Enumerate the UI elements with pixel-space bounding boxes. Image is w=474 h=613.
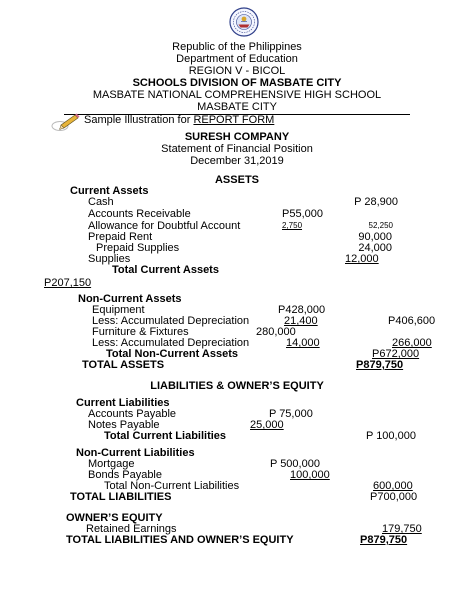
liabilities-heading: LIABILITIES & OWNER’S EQUITY bbox=[150, 380, 324, 392]
total-liabilities-label: TOTAL LIABILITIES bbox=[70, 491, 172, 503]
prepaid-rent-label: Prepaid Rent bbox=[88, 231, 153, 243]
ap-label: Accounts Payable bbox=[88, 408, 177, 420]
total-assets-amount: P879,750 bbox=[356, 359, 404, 371]
equipment-net-amount: P406,600 bbox=[388, 315, 436, 327]
dep1-amount: 21,400 bbox=[284, 315, 318, 327]
total-noncurrent-assets-amount: P672,000 bbox=[372, 348, 420, 360]
current-liabilities-heading: Current Liabilities bbox=[76, 397, 170, 409]
header-city: MASBATE CITY bbox=[197, 101, 277, 113]
np-label: Notes Payable bbox=[88, 419, 160, 431]
equity-heading: OWNER’S EQUITY bbox=[66, 512, 163, 524]
prepaid-supplies-label: Prepaid Supplies bbox=[96, 242, 180, 254]
np-amount: 25,000 bbox=[250, 419, 284, 431]
total-noncurrent-liabilities-label: Total Non-Current Liabilities bbox=[104, 480, 240, 492]
total-current-assets-amount: P207,150 bbox=[44, 277, 92, 289]
dep2-amount: 14,000 bbox=[286, 337, 320, 349]
header-department: Department of Education bbox=[176, 53, 298, 65]
bonds-label: Bonds Payable bbox=[88, 469, 162, 481]
total-liabilities-amount: P700,000 bbox=[370, 491, 418, 503]
dep1-label: Less: Accumulated Depreciation bbox=[92, 315, 250, 327]
total-liabilities-equity-label: TOTAL LIABILITIES AND OWNER’S EQUITY bbox=[66, 534, 294, 546]
assets-heading: ASSETS bbox=[214, 174, 259, 186]
equipment-amount: P428,000 bbox=[278, 304, 326, 316]
current-assets-heading: Current Assets bbox=[70, 185, 149, 197]
total-noncurrent-assets-label: Total Non-Current Assets bbox=[106, 348, 239, 360]
cash-label: Cash bbox=[88, 196, 114, 208]
illustration-prefix: Sample Illustration for bbox=[84, 114, 194, 126]
statement-date: December 31,2019 bbox=[190, 155, 284, 167]
mortgage-label: Mortgage bbox=[88, 458, 135, 470]
total-liabilities-equity-amount: P879,750 bbox=[360, 534, 408, 546]
ap-amount: P 75,000 bbox=[269, 408, 313, 420]
furniture-amount: 280,000 bbox=[256, 326, 296, 338]
noncurrent-assets-heading: Non-Current Assets bbox=[78, 293, 182, 305]
cash-amount: P 28,900 bbox=[354, 196, 398, 208]
bonds-amount: 100,000 bbox=[290, 469, 330, 481]
deped-seal-icon bbox=[229, 7, 259, 37]
equipment-label: Equipment bbox=[92, 304, 145, 316]
noncurrent-liabilities-heading: Non-Current Liabilities bbox=[76, 447, 195, 459]
furniture-net-amount: 266,000 bbox=[392, 337, 432, 349]
total-current-assets-label: Total Current Assets bbox=[112, 264, 219, 276]
mortgage-amount: P 500,000 bbox=[270, 458, 320, 470]
prepaid-rent-amount: 90,000 bbox=[358, 231, 392, 243]
header-school: MASBATE NATIONAL COMPREHENSIVE HIGH SCHOOL bbox=[92, 89, 382, 101]
header-republic: Republic of the Philippines bbox=[172, 41, 302, 53]
total-noncurrent-liabilities-amount: 600,000 bbox=[373, 480, 413, 492]
pencil-icon bbox=[50, 111, 80, 133]
company-name: SURESH COMPANY bbox=[184, 131, 290, 143]
header-division: SCHOOLS DIVISION OF MASBATE CITY bbox=[132, 77, 342, 89]
prepaid-supplies-amount: 24,000 bbox=[358, 242, 392, 254]
ar-label: Accounts Receivable bbox=[88, 208, 191, 220]
ar-amount: P55,000 bbox=[282, 208, 323, 220]
allowance-label: Allowance for Doubtful Account bbox=[88, 220, 241, 232]
net-receivable-amount: 52,250 bbox=[368, 221, 393, 230]
dep2-label: Less: Accumulated Depreciation bbox=[92, 337, 250, 349]
header-region: REGION V - BICOL bbox=[188, 65, 286, 77]
supplies-amount: 12,000 bbox=[345, 253, 379, 265]
furniture-label: Furniture & Fixtures bbox=[92, 326, 189, 338]
statement-title: Statement of Financial Position bbox=[161, 143, 313, 155]
total-assets-label: TOTAL ASSETS bbox=[82, 359, 165, 371]
retained-earnings-label: Retained Earnings bbox=[86, 523, 177, 535]
report-form-link[interactable]: REPORT FORM bbox=[193, 114, 275, 126]
supplies-label: Supplies bbox=[88, 253, 131, 265]
total-current-liabilities-label: Total Current Liabilities bbox=[104, 430, 227, 442]
illustration-caption bbox=[84, 114, 274, 126]
allowance-amount: 2,750 bbox=[282, 221, 303, 230]
retained-earnings-amount: 179,750 bbox=[382, 523, 422, 535]
total-current-liabilities-amount: P 100,000 bbox=[366, 430, 416, 442]
